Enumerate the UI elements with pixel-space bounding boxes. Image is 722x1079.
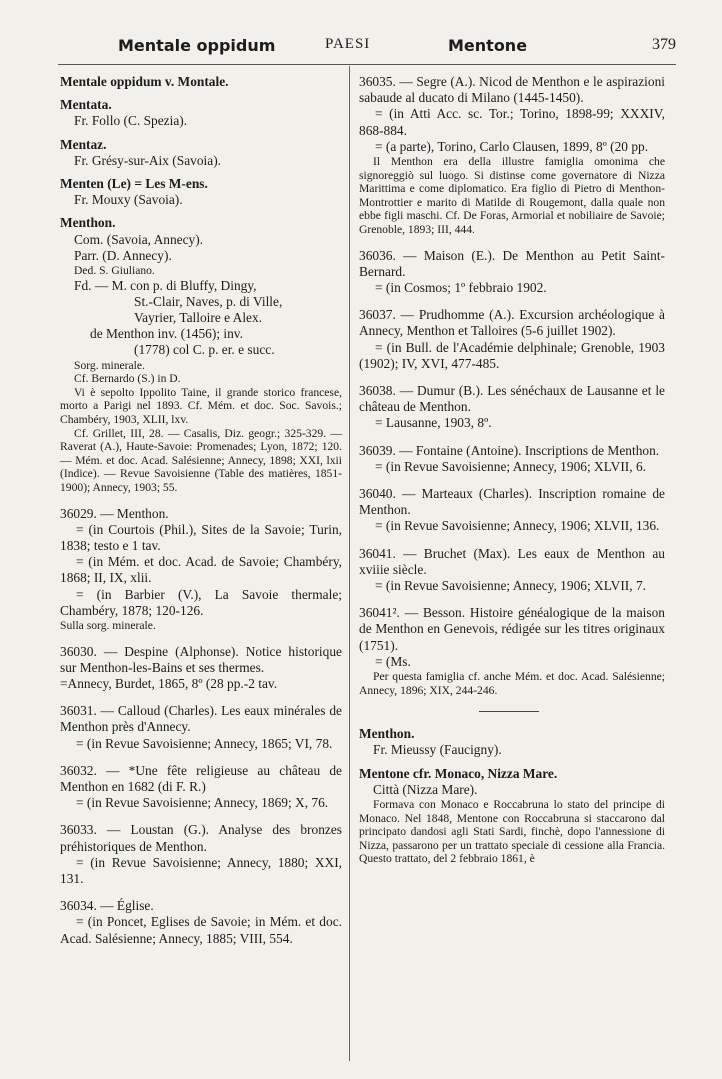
- entry-line: Fr. Follo (C. Spezia).: [74, 113, 188, 129]
- citation: = (Ms.: [375, 653, 411, 669]
- note-paragraph: Formava con Monaco e Roccabruna lo stato del principe di Monaco. Nel 1848, Mentone con Roccabruna si staccarono dal principato dandosi agli Stati Sardi, finchè, dopo l'annessione di Nizza, passarono per un trattato speciale di cessione alla Francia. Questo trattato, del 2 febbraio 1861, è: [359, 798, 665, 866]
- entry-line: Parr. (D. Annecy).: [74, 247, 172, 263]
- bibliography-entry: 36036. — Maison (E.). De Menthon au Petit Saint-Bernard.: [359, 247, 665, 279]
- entry-line: Ded. S. Giuliano.: [74, 264, 155, 278]
- citation: = (in Revue Savoisienne; Annecy, 1906; XLVII, 7.: [375, 578, 646, 594]
- entry-heading: Mentone cfr. Monaco, Nizza Mare.: [359, 765, 558, 781]
- bibliography-entry: 36039. — Fontaine (Antoine). Inscriptions de Menthon.: [359, 442, 660, 458]
- entry-heading: Mentaz.: [60, 136, 107, 152]
- citation: = (in Revue Savoisienne; Annecy, 1906; XLVII, 6.: [375, 458, 646, 474]
- entry-line: Com. (Savoia, Annecy).: [74, 231, 204, 247]
- citation: = (in Poncet, Eglises de Savoie; in Mém. et doc. Acad. Salésienne; Annecy, 1885; VIII, 554.: [60, 914, 342, 946]
- citation: = (a parte), Torino, Carlo Clausen, 1899, 8º (20 pp.: [375, 138, 649, 154]
- entry-line: Fd. — M. con p. di Bluffy, Dingy,: [74, 277, 257, 293]
- bibliography-entry: 36040. — Marteaux (Charles). Inscription romaine de Menthon.: [359, 486, 665, 518]
- entry-heading: Menthon.: [359, 726, 415, 742]
- running-header: [58, 36, 676, 60]
- right-column: [359, 74, 665, 866]
- citation: = (in Barbier (V.), La Savoie thermale; Chambéry, 1878; 120-126.: [60, 586, 342, 618]
- entry-line: (1778) col C. p. er. e succ.: [134, 342, 275, 358]
- section-separator: [479, 711, 539, 712]
- citation: = (in Revue Savoisienne; Annecy, 1865; VI, 78.: [76, 735, 333, 751]
- entry-line: St.-Clair, Naves, p. di Ville,: [134, 293, 283, 309]
- note-paragraph: Il Menthon era della illustre famiglia omonima che signoreggiò sul luogo. Si distinse come governatore di Nizza Marittima e come diplomatico. Era figlio di Pietro di Menthon-Montrottier e marito di Matilde di Rougemont, dalla quale non ebbe figli maschi. Cf. De Foras, Armorial et nobiliaire de Savoie; Grenoble, 1893; III, 444.: [359, 155, 665, 236]
- entry-line: Città (Nizza Mare).: [373, 781, 478, 797]
- note-paragraph: Cf. Grillet, III, 28. — Casalis, Diz. geogr.; 325-329. — Raverat (A.), Haute-Savoie: Promenades; Lyon, 1872; 120. — Mém. et doc. Acad. Salésienne; Annecy, 1898; XXI, lxii (Indice). — Revue Savoisienne (Table des matières, 1851-1900); Annecy, 1903; 55.: [60, 426, 342, 494]
- header-section: PAESI: [325, 36, 371, 52]
- bibliography-entry: 36030. — Despine (Alphonse). Notice historique sur Menthon-les-Bains et ses thermes.: [60, 643, 342, 675]
- bibliography-entry: 36029. — Menthon.: [60, 505, 169, 521]
- entry-line: Vayrier, Talloire e Alex.: [134, 310, 263, 326]
- bibliography-entry: 36035. — Segre (A.). Nicod de Menthon e le aspirazioni sabaude al ducato di Milano (1445-1450).: [359, 74, 665, 106]
- column-divider: [349, 66, 350, 1061]
- bibliography-entry: 36031. — Calloud (Charles). Les eaux minérales de Menthon près d'Annecy.: [60, 703, 342, 735]
- entry-line: Fr. Mouxy (Savoia).: [74, 192, 183, 208]
- bibliography-entry: 36033. — Loustan (G.). Analyse des bronzes préhistoriques de Menthon.: [60, 822, 342, 854]
- bibliography-entry: 36037. — Prudhomme (A.). Excursion archéologique à Annecy, Menthon et Talloires (5-6 juillet 1902).: [359, 307, 665, 339]
- note-line: Sulla sorg. minerale.: [60, 619, 156, 632]
- entry-line: Sorg. minerale.: [74, 358, 145, 372]
- entry-line: Fr. Mieussy (Faucigny).: [373, 742, 502, 758]
- citation: = (in Atti Acc. sc. Tor.; Torino, 1898-99; XXXIV, 868-884.: [359, 106, 665, 138]
- bibliography-entry: 36032. — *Une fête religieuse au château de Menthon en 1682 (di F. R.): [60, 762, 342, 795]
- citation: = Lausanne, 1903, 8º.: [375, 415, 492, 431]
- header-rule: [58, 64, 676, 65]
- bibliography-entry: 36041². — Besson. Histoire généalogique de la maison de Menthon en Genevois, rédigée sur les titres originaux (1751).: [359, 605, 665, 653]
- entry-heading: Mentale oppidum v. Montale.: [60, 74, 229, 89]
- left-column: [60, 74, 342, 947]
- citation: = (in Cosmos; 1º febbraio 1902.: [375, 279, 547, 295]
- note-paragraph: Per questa famiglia cf. anche Mém. et doc. Acad. Salésienne; Annecy, 1896; XIX, 244-246.: [359, 670, 665, 697]
- entry-line: Fr. Grésy-sur-Aix (Savoia).: [74, 152, 222, 168]
- entry-heading: Menthon.: [60, 215, 116, 231]
- entry-heading: Mentata.: [60, 97, 112, 113]
- header-left-term: Mentale oppidum: [118, 36, 276, 55]
- citation: = (in Courtois (Phil.), Sites de la Savoie; Turin, 1838; testo e 1 tav.: [60, 521, 342, 553]
- citation: = (in Bull. de l'Académie delphinale; Grenoble, 1903 (1902); IV, XVI, 477-485.: [359, 339, 665, 371]
- header-right-term: Mentone: [448, 36, 528, 55]
- bibliography-entry: 36041. — Bruchet (Max). Les eaux de Menthon au xviiie siècle.: [359, 545, 665, 577]
- entry-heading: Menten (Le) = Les M-ens.: [60, 176, 208, 192]
- bibliography-entry: 36034. — Église.: [60, 898, 154, 914]
- citation: = (in Revue Savoisienne; Annecy, 1906; XLVII, 136.: [375, 518, 660, 534]
- citation: = (in Revue Savoisienne; Annecy, 1869; X, 76.: [76, 795, 329, 811]
- bibliography-entry: 36038. — Dumur (B.). Les sénéchaux de Lausanne et le château de Menthon.: [359, 383, 665, 415]
- note-paragraph: Vi è sepolto Ippolito Taine, il grande storico francese, morto a Parigi nel 1893. Cf. Mém. et doc. Soc. Savois.; Chambéry, 1903, XLII, lxv.: [60, 385, 342, 427]
- page-number: 379: [652, 36, 676, 53]
- entry-line: de Menthon inv. (1456); inv.: [90, 326, 243, 342]
- citation: = (in Mém. et doc. Acad. de Savoie; Chambéry, 1868; II, IX, xlii.: [60, 554, 342, 586]
- citation: =Annecy, Burdet, 1865, 8º (28 pp.-2 tav.: [60, 676, 278, 691]
- entry-line: Cf. Bernardo (S.) in D.: [74, 372, 181, 386]
- citation: = (in Revue Savoisienne; Annecy, 1880; XXI, 131.: [60, 854, 342, 887]
